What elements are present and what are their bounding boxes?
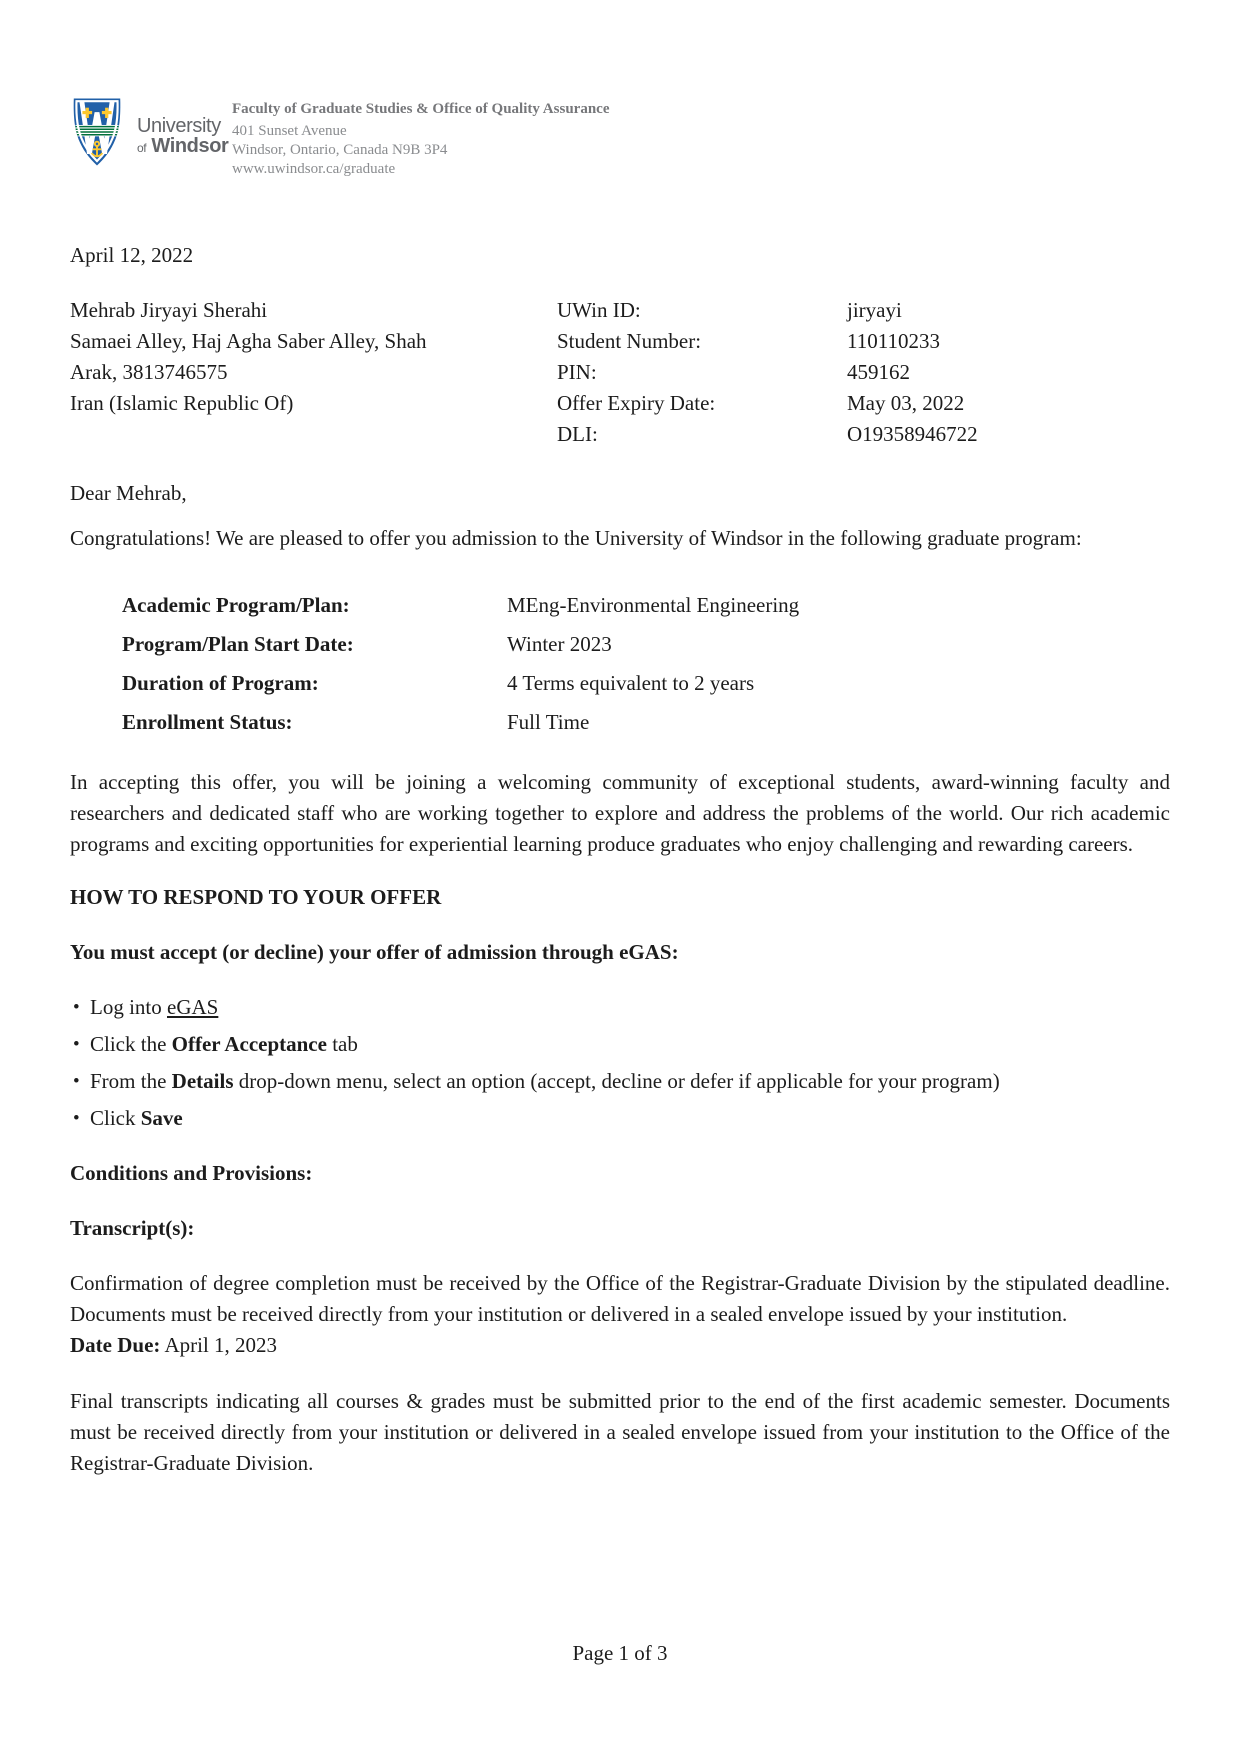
confirmation-paragraph: Confirmation of degree completion must be received by the Office of the Registrar-Graduate Division by the stipulated deadline. Documents must be received directly from your institution or delivered in a sealed envelope issued by your institution.: [70, 1271, 1170, 1326]
transcripts-heading: Transcript(s):: [70, 1216, 195, 1240]
program-value: 4 Terms equivalent to 2 years: [507, 671, 755, 695]
step-text: tab: [326, 1032, 358, 1056]
row-duration: [122, 664, 1170, 703]
respond-heading: HOW TO RESPOND TO YOUR OFFER: [70, 885, 442, 909]
street-address: 401 Sunset Avenue: [232, 123, 347, 139]
row-pin: [557, 357, 1170, 388]
info-value: 459162: [847, 360, 910, 384]
step-text: Log into: [90, 995, 167, 1019]
step-text: drop-down menu, select an option (accept, decline or defer if applicable for your program): [233, 1069, 1000, 1093]
date-due-label: Date Due:: [70, 1333, 161, 1357]
info-label: UWin ID:: [557, 298, 641, 322]
info-value: O19358946722: [847, 422, 978, 446]
program-value: MEng-Environmental Engineering: [507, 593, 800, 617]
logo-of: of: [137, 141, 147, 155]
city-address: Windsor, Ontario, Canada N9B 3P4: [232, 142, 448, 158]
step-log-into-egas: [70, 992, 1170, 1023]
letter-date: April 12, 2022: [70, 243, 194, 267]
row-uwin-id: [557, 295, 1170, 326]
logo-university: University: [137, 115, 221, 137]
info-value: jiryayi: [847, 298, 902, 322]
step-bold-text: Details: [171, 1069, 234, 1093]
date-due-value: April 1, 2023: [164, 1333, 278, 1357]
step-text: From the: [90, 1069, 172, 1093]
recipient-address-line: Iran (Islamic Republic Of): [70, 391, 294, 415]
recipient-address-line: Arak, 3813746575: [70, 360, 228, 384]
respond-instruction: You must accept (or decline) your offer of admission through eGAS:: [70, 940, 679, 964]
recipient-address-line: Samaei Alley, Haj Agha Saber Alley, Shah: [70, 329, 427, 353]
student-info-table: [557, 295, 1170, 450]
uwindsor-shield-icon: [70, 96, 124, 168]
respond-steps-list: [70, 992, 1170, 1134]
row-dli: [557, 419, 1170, 450]
accepting-paragraph: In accepting this offer, you will be joining a welcoming community of exceptional students, award-winning faculty and researchers and dedicated staff who are working together to explore and address the problems of the world. Our rich academic programs and exciting opportunities for experiential learning produce graduates who enjoy challenging and rewarding careers.: [70, 770, 1170, 856]
program-details-table: [122, 586, 1170, 742]
intro-paragraph: Congratulations! We are pleased to offer you admission to the University of Windsor in the following graduate program:: [70, 526, 1082, 550]
letterhead-address-block: [232, 96, 609, 179]
row-start-date: [122, 625, 1170, 664]
program-label: Duration of Program:: [122, 671, 319, 695]
letterhead: [70, 96, 1170, 177]
step-offer-acceptance-tab: [70, 1029, 1170, 1060]
program-value: Full Time: [507, 710, 590, 734]
step-bold-text: Save: [140, 1106, 183, 1130]
row-academic-program: [122, 586, 1170, 625]
greeting: Dear Mehrab,: [70, 481, 187, 505]
info-value: 110110233: [847, 329, 940, 353]
row-student-number: [557, 326, 1170, 357]
step-click-save: [70, 1103, 1170, 1134]
step-bold-text: Offer Acceptance: [171, 1032, 327, 1056]
website-url: www.uwindsor.ca/graduate: [232, 161, 396, 177]
program-label: Academic Program/Plan:: [122, 593, 350, 617]
department-name: Faculty of Graduate Studies & Office of Quality Assurance: [232, 101, 610, 117]
recipient-address-block: [70, 295, 557, 450]
final-transcripts-paragraph: Final transcripts indicating all courses & grades must be submitted prior to the end of the first academic semester. Documents must be received directly from your institution or delivered in a sealed envelope issued from your institution to the Office of the Registrar-Graduate Division.: [70, 1389, 1170, 1475]
step-text: Click the: [90, 1032, 172, 1056]
step-details-dropdown: [70, 1066, 1170, 1097]
row-offer-expiry-date: [557, 388, 1170, 419]
recipient-info-section: [70, 295, 1170, 450]
info-label: Student Number:: [557, 329, 702, 353]
logo-windsor: Windsor: [151, 135, 229, 157]
date-due-line: [70, 1330, 1170, 1361]
program-label: Enrollment Status:: [122, 710, 293, 734]
info-label: DLI:: [557, 422, 598, 446]
page-number: Page 1 of 3: [572, 1641, 668, 1665]
egas-link[interactable]: eGAS: [167, 995, 219, 1019]
program-value: Winter 2023: [507, 632, 612, 656]
info-label: PIN:: [557, 360, 597, 384]
conditions-heading: Conditions and Provisions:: [70, 1161, 313, 1185]
step-text: Click: [90, 1106, 141, 1130]
info-label: Offer Expiry Date:: [557, 391, 716, 415]
logo-wordmark: [137, 116, 232, 158]
recipient-name: Mehrab Jiryayi Sherahi: [70, 298, 268, 322]
info-value: May 03, 2022: [847, 391, 965, 415]
program-label: Program/Plan Start Date:: [122, 632, 354, 656]
row-enrollment-status: [122, 703, 1170, 742]
